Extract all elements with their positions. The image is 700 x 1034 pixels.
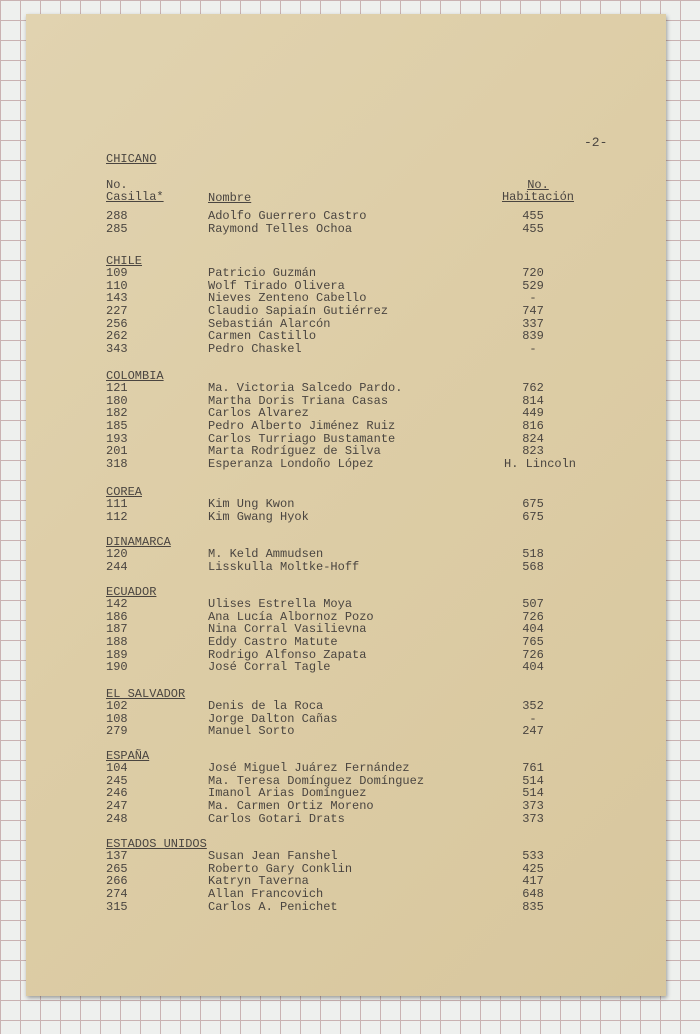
room-number: 425 <box>522 861 544 876</box>
table-row <box>106 888 646 901</box>
participant-name: Jorge Dalton Cañas <box>208 711 338 726</box>
participant-name: Adolfo Guerrero Castro <box>208 209 367 223</box>
country-section <box>106 586 646 674</box>
table-row <box>106 901 646 914</box>
casilla-number: 318 <box>106 457 128 472</box>
participant-name: Imanol Arias Domínguez <box>208 786 367 801</box>
table-row <box>106 548 646 561</box>
room-number: 514 <box>522 773 544 788</box>
room-number: 455 <box>522 209 544 223</box>
table-row <box>106 498 646 511</box>
table-row <box>106 223 646 236</box>
country-name: COREA <box>106 485 143 499</box>
room-number: 404 <box>522 622 544 637</box>
casilla-number: 189 <box>106 647 128 662</box>
country-section <box>106 210 646 235</box>
room-number: 404 <box>522 660 544 675</box>
country-name: ECUADOR <box>106 585 157 599</box>
room-number: 648 <box>522 887 544 902</box>
participant-name: Esperanza Londoño López <box>208 457 374 472</box>
participant-name: Pedro Alberto Jiménez Ruiz <box>208 419 396 434</box>
casilla-number: 315 <box>106 899 128 914</box>
room-number: 761 <box>522 761 544 775</box>
participant-name: Ma. Teresa Domínguez Domínguez <box>208 773 425 788</box>
room-number: 726 <box>522 647 544 662</box>
room-number: 675 <box>522 497 544 511</box>
participant-name: Lisskulla Moltke-Hoff <box>208 559 360 574</box>
casilla-number: 288 <box>106 209 128 223</box>
country-section <box>106 255 646 356</box>
table-row <box>106 850 646 863</box>
casilla-number: 182 <box>106 406 128 421</box>
table-row <box>106 636 646 649</box>
room-number: 568 <box>522 559 544 574</box>
casilla-number: 248 <box>106 811 128 826</box>
room-number: 823 <box>522 444 544 459</box>
casilla-number: 201 <box>106 444 128 459</box>
room-number: 373 <box>522 799 544 814</box>
table-row <box>106 661 646 674</box>
room-number: 455 <box>522 221 544 236</box>
casilla-number: 111 <box>106 497 128 511</box>
casilla-number: 185 <box>106 419 128 434</box>
casilla-number: 245 <box>106 773 128 788</box>
table-row <box>106 210 646 223</box>
participant-name: Wolf Tirado Olivera <box>208 278 345 293</box>
room-number: H. Lincoln <box>504 457 577 472</box>
header-casilla-no: No. <box>106 178 128 192</box>
participant-name: Eddy Castro Matute <box>208 635 338 650</box>
casilla-number: 279 <box>106 724 128 739</box>
participant-name: Carlos Alvarez <box>208 406 309 421</box>
table-row <box>106 420 646 433</box>
casilla-number: 193 <box>106 431 128 446</box>
room-number: 726 <box>522 609 544 624</box>
participant-name: Martha Doris Triana Casas <box>208 393 389 408</box>
table-row <box>106 561 646 574</box>
country-section <box>106 370 646 471</box>
room-number: 835 <box>522 899 544 914</box>
casilla-number: 274 <box>106 887 128 902</box>
casilla-number: 137 <box>106 849 128 863</box>
room-number: 373 <box>522 811 544 826</box>
casilla-number: 143 <box>106 291 128 306</box>
room-number: 839 <box>522 329 544 344</box>
room-number: 518 <box>522 547 544 561</box>
page-number: -2- <box>584 135 608 150</box>
country-section <box>106 838 646 913</box>
participant-name: Allan Francovich <box>208 887 324 902</box>
participant-name: Raymond Telles Ochoa <box>208 221 353 236</box>
participant-name: Ulises Estrella Moya <box>208 597 353 611</box>
participant-name: Marta Rodríguez de Silva <box>208 444 381 459</box>
room-number: 352 <box>522 699 544 713</box>
room-number: 247 <box>522 724 544 739</box>
room-number: 816 <box>522 419 544 434</box>
room-number: 533 <box>522 849 544 863</box>
casilla-number: 187 <box>106 622 128 637</box>
room-number: 765 <box>522 635 544 650</box>
participant-name: Susan Jean Fanshel <box>208 849 338 863</box>
casilla-number: 265 <box>106 861 128 876</box>
casilla-number: 227 <box>106 304 128 319</box>
table-row <box>106 875 646 888</box>
casilla-number: 285 <box>106 221 128 236</box>
country-name: COLOMBIA <box>106 369 164 383</box>
casilla-number: 112 <box>106 509 128 524</box>
country-section <box>106 750 646 825</box>
table-row <box>106 787 646 800</box>
participant-name: José Miguel Juárez Fernández <box>208 761 410 775</box>
participant-name: Claudio Sapiaín Gutiérrez <box>208 304 389 319</box>
table-row <box>106 800 646 813</box>
table-row <box>106 395 646 408</box>
casilla-number: 108 <box>106 711 128 726</box>
room-number: 824 <box>522 431 544 446</box>
room-number: 762 <box>522 381 544 395</box>
casilla-number: 180 <box>106 393 128 408</box>
participant-name: Carlos A. Penichet <box>208 899 338 914</box>
table-row <box>106 713 646 726</box>
casilla-number: 142 <box>106 597 128 611</box>
participant-name: Kim Gwang Hyok <box>208 509 309 524</box>
table-row <box>106 382 646 395</box>
casilla-number: 190 <box>106 660 128 675</box>
table-row <box>106 511 646 524</box>
country-name: DINAMARCA <box>106 535 171 549</box>
participant-name: Ma. Victoria Salcedo Pardo. <box>208 381 403 395</box>
room-number: - <box>529 342 537 357</box>
country-name: EL SALVADOR <box>106 687 186 701</box>
casilla-number: 247 <box>106 799 128 814</box>
country-section <box>106 536 646 573</box>
casilla-number: 110 <box>106 278 128 293</box>
table-row <box>106 700 646 713</box>
participant-name: Ma. Carmen Ortiz Moreno <box>208 799 374 814</box>
room-number: 675 <box>522 509 544 524</box>
casilla-number: 104 <box>106 761 128 775</box>
table-row <box>106 725 646 738</box>
table-row <box>106 775 646 788</box>
participant-name: Manuel Sorto <box>208 724 295 739</box>
participant-name: Sebastián Alarcón <box>208 316 331 331</box>
casilla-number: 120 <box>106 547 128 561</box>
table-row <box>106 458 646 471</box>
casilla-number: 244 <box>106 559 128 574</box>
participant-name: Carlos Turriago Bustamante <box>208 431 396 446</box>
room-number: 337 <box>522 316 544 331</box>
participant-name: Nieves Zenteno Cabello <box>208 291 367 306</box>
room-number: 747 <box>522 304 544 319</box>
participant-name: M. Keld Ammudsen <box>208 547 324 561</box>
country-name: ESPAÑA <box>106 749 150 763</box>
casilla-number: 266 <box>106 874 128 889</box>
participant-name: Roberto Gary Conklin <box>208 861 353 876</box>
country-name: ESTADOS UNIDOS <box>106 837 207 851</box>
header-habitacion-label: Habitación <box>501 190 574 204</box>
participant-name: Rodrigo Alfonso Zapata <box>208 647 367 662</box>
participant-name: Ana Lucía Albornoz Pozo <box>208 609 374 624</box>
document-sheet <box>26 14 666 996</box>
room-number: 507 <box>522 597 544 611</box>
table-row <box>106 280 646 293</box>
table-row <box>106 343 646 356</box>
table-row <box>106 762 646 775</box>
header-casilla <box>106 179 164 203</box>
participant-name: Kim Ung Kwon <box>208 497 295 511</box>
participant-name: Carmen Castillo <box>208 329 317 344</box>
table-row <box>106 611 646 624</box>
table-row <box>106 649 646 662</box>
casilla-number: 102 <box>106 699 128 713</box>
participant-name: Katryn Taverna <box>208 874 309 889</box>
casilla-number: 188 <box>106 635 128 650</box>
header-habitacion-no: No. <box>527 178 549 192</box>
room-number: 417 <box>522 874 544 889</box>
participant-name: Nina Corral Vasilievna <box>208 622 367 637</box>
room-number: - <box>529 711 537 726</box>
casilla-number: 343 <box>106 342 128 357</box>
table-row <box>106 305 646 318</box>
room-number: 529 <box>522 278 544 293</box>
casilla-number: 121 <box>106 381 128 395</box>
table-row <box>106 623 646 636</box>
participant-name: Patricio Guzmán <box>208 266 317 280</box>
table-row <box>106 267 646 280</box>
room-number: 449 <box>522 406 544 421</box>
header-habitacion <box>498 179 578 203</box>
table-row <box>106 330 646 343</box>
country-section <box>106 486 646 523</box>
table-row <box>106 318 646 331</box>
participant-name: Pedro Chaskel <box>208 342 302 357</box>
table-row <box>106 598 646 611</box>
country-name: CHILE <box>106 254 143 268</box>
room-number: - <box>529 291 537 306</box>
table-row <box>106 813 646 826</box>
participant-name: Carlos Gotari Drats <box>208 811 345 826</box>
room-number: 814 <box>522 393 544 408</box>
casilla-number: 256 <box>106 316 128 331</box>
casilla-number: 186 <box>106 609 128 624</box>
casilla-number: 262 <box>106 329 128 344</box>
room-number: 720 <box>522 266 544 280</box>
participant-name: Denis de la Roca <box>208 699 324 713</box>
participant-name: José Corral Tagle <box>208 660 331 675</box>
country-section <box>106 688 646 738</box>
casilla-number: 246 <box>106 786 128 801</box>
document-title: CHICANO <box>106 152 157 166</box>
header-nombre: Nombre <box>208 191 252 205</box>
casilla-number: 109 <box>106 266 128 280</box>
table-row <box>106 863 646 876</box>
room-number: 514 <box>522 786 544 801</box>
header-casilla-label: Casilla* <box>106 190 164 204</box>
